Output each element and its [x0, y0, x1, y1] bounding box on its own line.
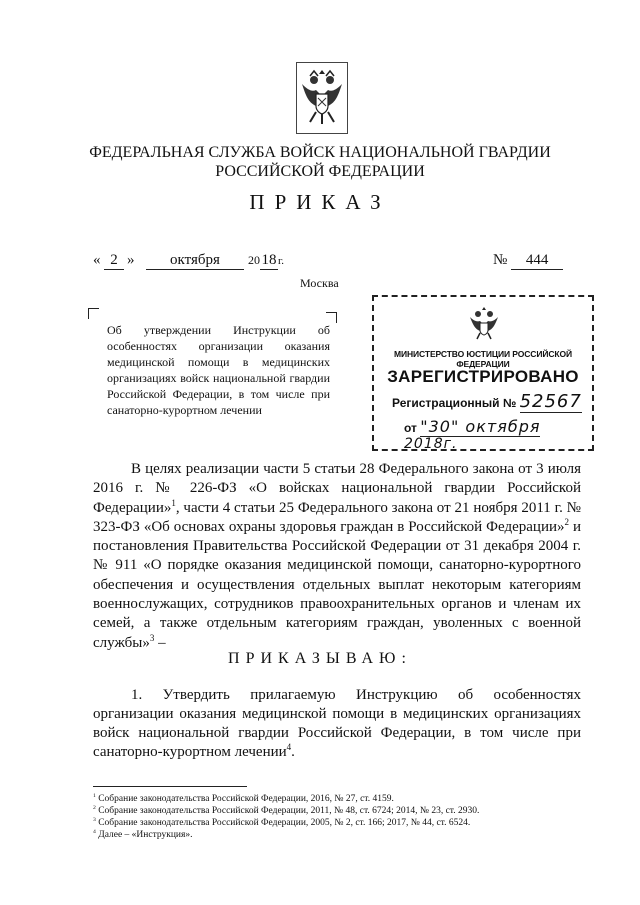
- date-open-quote: «: [93, 252, 101, 268]
- footnote-ref: 1: [171, 497, 176, 508]
- agency-name-line2: РОССИЙСКОЙ ФЕДЕРАЦИИ: [215, 163, 425, 180]
- footnote: $^2$ Собрание законодательства Российской Федерации, 2011, № 48, ст. 6724; 2014, № 23, ст. 2930.: [93, 804, 480, 816]
- footnote: $^1$ Собрание законодательства Российской Федерации, 2016, № 27, ст. 4159.: [93, 792, 394, 804]
- stamp-registered: ЗАРЕГИСТРИРОВАНО: [387, 367, 579, 386]
- registration-stamp: [372, 295, 594, 451]
- footnote-ref: 2: [564, 516, 569, 527]
- stamp-reg-date: от "30" октября 2018г.: [404, 417, 541, 452]
- footnotes: [93, 793, 573, 841]
- subject-bracket-left: [88, 308, 99, 319]
- order-word: ПРИКАЗЫВАЮ:: [228, 650, 412, 667]
- date-month: октября: [146, 252, 244, 270]
- footnote: $^3$ Собрание законодательства Российской Федерации, 2005, № 2, ст. 166; 2017, № 44, ст. 6524.: [93, 816, 471, 828]
- coat-of-arms-icon: [296, 62, 348, 134]
- city: Москва: [300, 276, 339, 290]
- order-subject: Об утверждении Инструкции об особенностях организации оказания медицинской помощи в медицинских организациях войск национальной гвардии Российской Федерации, в том числе при санаторно-курортном лечении: [107, 323, 330, 417]
- footnote-ref: 4: [286, 742, 292, 752]
- agency-name: ФЕДЕРАЛЬНАЯ СЛУЖБА ВОЙСК НАЦИОНАЛЬНОЙ ГВАРДИИ: [89, 144, 551, 161]
- stamp-ministry: МИНИСТЕРСТВО ЮСТИЦИИ РОССИЙСКОЙ ФЕДЕРАЦИИ: [394, 349, 572, 369]
- date-year: 20 18 г.: [248, 252, 285, 268]
- preamble: В целях реализации части 5 статьи 28 Федерального закона от 3 июля 2016 г. № 226-ФЗ «О войсках национальной гвардии Российской Федерации»$^1$, части 4 статьи 25 Федерального закона от 21 ноября 2011 г. № 323-ФЗ «Об основах охраны здоровья граждан в Российской Федерации»$^2$ и постановления Правительства Российской Федерации от 31 декабря 2004 г. № 911 «О порядке оказания медицинской помощи, санаторно-курортного обеспечения и осуществления отдельных выплат некоторым категориям военнослужащих, сотрудников правоохранительных органов и членам их семей, а также отдельным категориям граждан, уволенных с военной службы»$^3$ –: [93, 461, 581, 651]
- order-item-1: 1. Утвердить прилагаемую Инструкцию об особенностях организации оказания медицинской помощи в медицинских организациях войск национальной гвардии Российской Федерации, в том числе при санаторно-курортном лечении$^4$.: [93, 687, 581, 760]
- footnote: $^4$ Далее – «Инструкция».: [93, 828, 193, 840]
- footnote-ref: 3: [149, 632, 155, 643]
- document-type: ПРИКАЗ: [249, 190, 391, 214]
- footnote-divider: [93, 786, 247, 787]
- order-number: № 444: [493, 252, 563, 270]
- date-close-quote: »: [127, 252, 135, 268]
- date-day: 2: [104, 252, 124, 270]
- stamp-reg-number: Регистрационный № 52567: [392, 391, 582, 412]
- stamp-coat-of-arms-icon: [467, 305, 501, 341]
